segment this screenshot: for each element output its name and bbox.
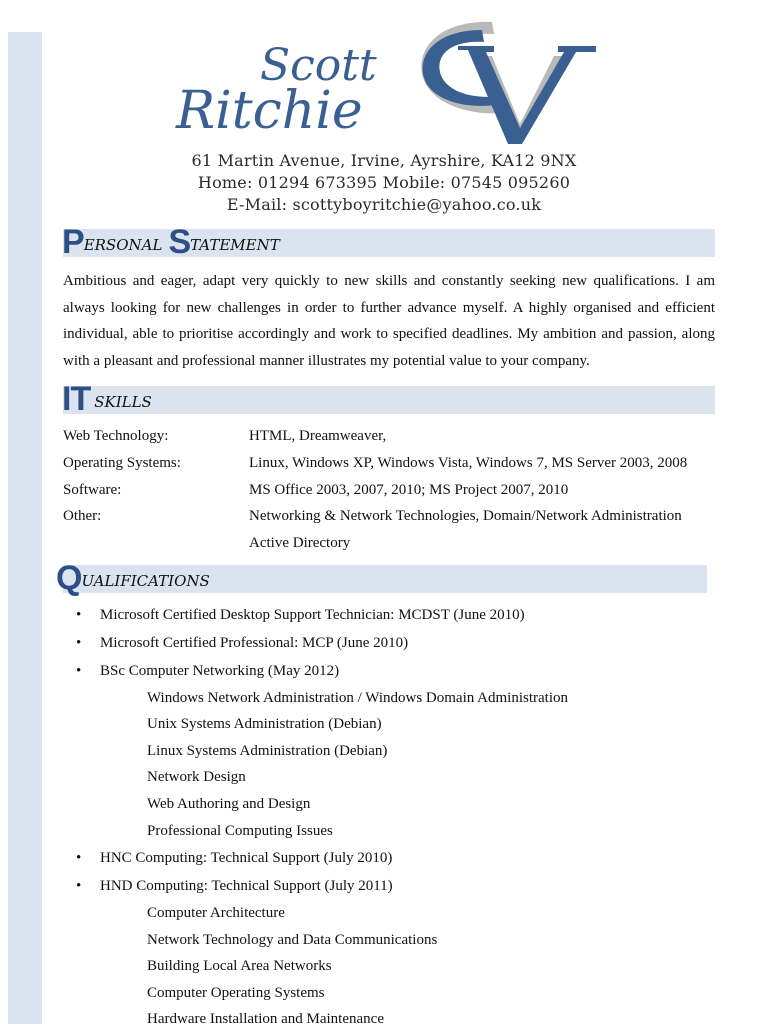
- heading-cap: S: [168, 223, 191, 261]
- skill-value: MS Office 2003, 2007, 2010; MS Project 2007, 2010: [249, 482, 569, 498]
- module-item: Web Authoring and Design: [147, 796, 311, 812]
- skill-value: Linux, Windows XP, Windows Vista, Windows 7, MS Server 2003, 2008: [249, 455, 688, 471]
- qualification-text: Microsoft Certified Desktop Support Technician: MCDST (June 2010): [100, 607, 525, 623]
- module-item: Computer Operating Systems: [147, 985, 325, 1001]
- contact-block: [0, 150, 768, 216]
- heading-cap: Q: [56, 559, 82, 597]
- bullet-dot: •: [76, 607, 82, 623]
- qualification-text: HND Computing: Technical Support (July 2011): [100, 878, 393, 894]
- heading-rest: UALIFICATIONS: [81, 572, 210, 590]
- module-item: Network Technology and Data Communications: [147, 932, 438, 948]
- bullet-dot: •: [76, 850, 82, 866]
- heading-cap: IT: [62, 380, 91, 418]
- personal-statement-text: Ambitious and eager, adapt very quickly to new skills and constantly seeking new qualifications. I am always looking for new challenges in order to further advance myself. A highly organised and efficient individual, able to prioritise accordingly and work to specified deadlines. My ambition and passion, along with a pleasant and professional manner illustrates my potential value to your company.: [63, 273, 715, 369]
- qualifications-heading: [56, 559, 210, 597]
- qualification-text: Microsoft Certified Professional: MCP (June 2010): [100, 635, 409, 651]
- bullet-dot: •: [76, 878, 82, 894]
- logo-last-name: Ritchie: [176, 81, 363, 141]
- module-item: Unix Systems Administration (Debian): [147, 716, 382, 732]
- bullet-dot: •: [76, 663, 82, 679]
- qualification-text: HNC Computing: Technical Support (July 2010): [100, 850, 393, 866]
- module-item: Windows Network Administration / Windows Domain Administration: [147, 690, 568, 706]
- heading-rest: SKILLS: [94, 393, 152, 411]
- module-item: Computer Architecture: [147, 905, 285, 921]
- it-skills-heading: [62, 380, 152, 418]
- heading-cap: P: [62, 223, 84, 261]
- module-item: Network Design: [147, 769, 246, 785]
- personal-statement-heading: [62, 223, 280, 261]
- module-item: Linux Systems Administration (Debian): [147, 743, 388, 759]
- skill-label: Web Technology:: [63, 428, 169, 444]
- address: 61 Martin Avenue, Irvine, Ayrshire, KA12 9NX: [191, 151, 577, 170]
- email: E-Mail: scottyboyritchie@yahoo.co.uk: [226, 195, 542, 214]
- skill-label: Other:: [63, 508, 102, 524]
- it-skills-bar: [62, 380, 715, 418]
- name-cv-logo: [172, 16, 612, 158]
- skill-value: Networking & Network Technologies, Domain/Network Administration: [249, 508, 682, 524]
- heading-rest: ERSONAL: [83, 236, 163, 254]
- logo-first-name: Scott: [260, 40, 377, 91]
- heading-rest: TATEMENT: [190, 236, 280, 254]
- bullet-dot: •: [76, 635, 82, 651]
- module-item: Professional Computing Issues: [147, 823, 333, 839]
- module-item: Building Local Area Networks: [147, 958, 332, 974]
- phone-numbers: Home: 01294 673395 Mobile: 07545 095260: [197, 173, 571, 192]
- skill-label: Operating Systems:: [63, 455, 181, 471]
- module-item: Hardware Installation and Maintenance: [147, 1011, 384, 1027]
- skill-value: HTML, Dreamweaver,: [249, 428, 387, 444]
- skill-value: Active Directory: [249, 535, 351, 551]
- skill-label: Software:: [63, 482, 122, 498]
- qualification-text: BSc Computer Networking (May 2012): [100, 663, 340, 679]
- logo-graphic: [172, 16, 612, 158]
